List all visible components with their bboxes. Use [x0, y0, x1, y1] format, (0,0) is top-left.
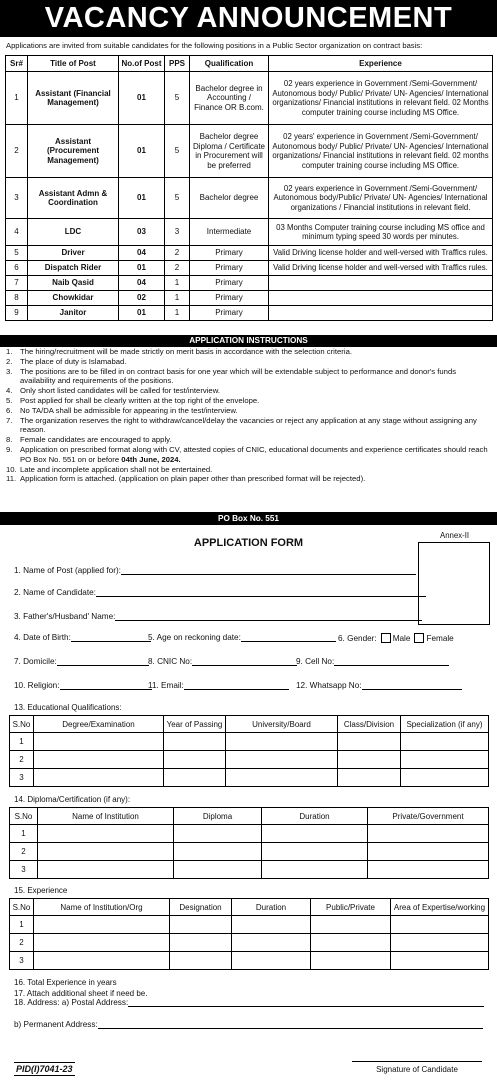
- cell-sr: 8: [6, 291, 28, 306]
- list-item: 9. Application on prescribed format along with CV, attested copies of CNIC, educational documents and experience certificates should reach PO Box No. 551 on or before 04th June, 2024.: [6, 444, 488, 464]
- cell-posts: 02: [119, 291, 165, 306]
- deadline-date: 04th June, 2024.: [121, 454, 181, 464]
- table-row: [6, 261, 493, 276]
- cell-qualification: Bachelor degree Diploma / Certificate in Procurement will be preferred: [190, 125, 269, 178]
- table-row[interactable]: 3: [10, 769, 489, 787]
- page-title: VACANCY ANNOUNCEMENT: [44, 2, 453, 34]
- diploma-table: [9, 807, 489, 879]
- experience-label: 15. Experience: [14, 886, 68, 895]
- cell-posts: 01: [119, 178, 165, 219]
- intro-text: Applications are invited from suitable candidates for the following positions in a Public Sector organization on contract basis:: [6, 41, 423, 50]
- table-row[interactable]: 1: [10, 733, 489, 751]
- cell-qualification: Bachelor degree: [190, 178, 269, 219]
- cell-qualification: Primary: [190, 261, 269, 276]
- list-item: 1. The hiring/recruitment will be made strictly on merit basis in accordance with the selection criteria.: [6, 347, 352, 356]
- cell-qualification: Primary: [190, 291, 269, 306]
- female-checkbox[interactable]: [414, 633, 424, 643]
- cell-posts: 01: [119, 125, 165, 178]
- table-row[interactable]: 1: [10, 916, 489, 934]
- cell-pps: 3: [165, 219, 190, 246]
- field-religion[interactable]: 10. Religion:: [14, 681, 152, 690]
- field-dob[interactable]: 4. Date of Birth:: [14, 633, 151, 642]
- field-father[interactable]: 3. Father's/Husband' Name:: [14, 612, 422, 621]
- diploma-label: 14. Diploma/Certification (if any):: [14, 795, 131, 804]
- instructions-list: [6, 347, 492, 484]
- form-title: APPLICATION FORM: [193, 537, 304, 549]
- po-box-banner: PO Box No. 551: [0, 512, 497, 525]
- instructions-heading: APPLICATION INSTRUCTIONS: [0, 335, 497, 347]
- cell-title: Assistant Admn & Coordination: [28, 178, 119, 219]
- cell-title: Chowkidar: [28, 291, 119, 306]
- cell-pps: 5: [165, 178, 190, 219]
- col-experience: Experience: [269, 56, 493, 72]
- cell-experience: Valid Driving license holder and well-versed with Traffics rules.: [269, 246, 493, 261]
- pid-number: PID(I)7041-23: [16, 1064, 73, 1074]
- table-header-row: S.No Degree/Examination Year of Passing University/Board Class/Division Specialization (if any): [10, 716, 489, 733]
- title-banner: [0, 0, 497, 37]
- table-header-row: S.No Name of Institution/Org Designation Duration Public/Private Area of Expertise/working: [10, 899, 489, 916]
- table-row: [6, 276, 493, 291]
- total-experience-label: 16. Total Experience in years: [14, 978, 117, 987]
- list-item: 7. The organization reserves the right to withdraw/cancel/delay the vacancies or reject any application at any stage without assigning any reason.: [6, 415, 477, 435]
- field-cell[interactable]: 9. Cell No:: [296, 657, 449, 666]
- list-item: 8. Female candidates are encouraged to apply.: [6, 435, 172, 445]
- table-row: [6, 219, 493, 246]
- field-whatsapp[interactable]: 12. Whatsapp No:: [296, 681, 462, 690]
- cell-experience: [269, 276, 493, 291]
- table-row: [6, 291, 493, 306]
- cell-posts: 01: [119, 261, 165, 276]
- col-qualification: Qualification: [190, 56, 269, 72]
- cell-sr: 7: [6, 276, 28, 291]
- table-row[interactable]: 1: [10, 825, 489, 843]
- signature-label: Signature of Candidate: [376, 1065, 458, 1074]
- table-row: [6, 306, 493, 321]
- cell-posts: 04: [119, 276, 165, 291]
- cell-qualification: Primary: [190, 306, 269, 321]
- cell-experience: [269, 291, 493, 306]
- cell-sr: 4: [6, 219, 28, 246]
- cell-sr: 6: [6, 261, 28, 276]
- attach-sheet-note: 17. Attach additional sheet if need be.: [14, 989, 148, 998]
- cell-sr: 1: [6, 72, 28, 125]
- annex-label: Annex-II: [440, 531, 470, 540]
- cell-title: Assistant (Financial Management): [28, 72, 119, 125]
- field-post[interactable]: 1. Name of Post (applied for):: [14, 566, 416, 575]
- vacancy-table-header: [6, 56, 493, 72]
- cell-title: Naib Qasid: [28, 276, 119, 291]
- signature-line[interactable]: [352, 1061, 482, 1062]
- cell-title: Janitor: [28, 306, 119, 321]
- male-checkbox[interactable]: [381, 633, 391, 643]
- col-sr: Sr#: [6, 56, 28, 72]
- col-title: Title of Post: [28, 56, 119, 72]
- field-gender[interactable]: 6. Gender: Male Female: [338, 634, 454, 643]
- field-candidate[interactable]: 2. Name of Candidate:: [14, 588, 426, 597]
- field-domicile[interactable]: 7. Domicile:: [14, 657, 149, 666]
- cell-sr: 5: [6, 246, 28, 261]
- cell-qualification: Bachelor degree in Accounting / Finance OR B.com.: [190, 72, 269, 125]
- list-item: 5. Post applied for shall be clearly written at the top right of the envelope.: [6, 395, 260, 405]
- table-row[interactable]: 2: [10, 934, 489, 952]
- cell-sr: 2: [6, 125, 28, 178]
- cell-experience: 02 years' experience in Government /Semi-Government/ Autonomous body/ Public/ Private/ UN- Agencies/ International organizations/ Financial institutions in relevant field. 02 months computer training course including MS Office.: [269, 125, 493, 178]
- cell-pps: 5: [165, 125, 190, 178]
- photo-box[interactable]: [418, 542, 490, 625]
- vacancy-table: [5, 55, 493, 321]
- table-row[interactable]: 3: [10, 861, 489, 879]
- table-row: [6, 125, 493, 178]
- field-age[interactable]: 5. Age on reckoning date:: [148, 633, 336, 642]
- table-row: [6, 178, 493, 219]
- col-pps: PPS: [165, 56, 190, 72]
- cell-sr: 3: [6, 178, 28, 219]
- cell-title: Driver: [28, 246, 119, 261]
- education-label: 13. Educational Qualifications:: [14, 703, 122, 712]
- table-row: [6, 246, 493, 261]
- cell-experience: [269, 306, 493, 321]
- list-item: 3. The positions are to be filled in on contract basis for one year which will be extendable subject to performance and donor's funds availability and requirements of the positions.: [6, 366, 457, 386]
- cell-pps: 5: [165, 72, 190, 125]
- cell-pps: 2: [165, 261, 190, 276]
- table-row[interactable]: 2: [10, 751, 489, 769]
- cell-qualification: Intermediate: [190, 219, 269, 246]
- cell-posts: 01: [119, 72, 165, 125]
- cell-pps: 1: [165, 276, 190, 291]
- education-table: [9, 715, 489, 787]
- field-permanent-address[interactable]: b) Permanent Address:: [14, 1020, 483, 1029]
- cell-experience: 03 Months Computer training course including MS office and minimum typing speed 30 words per minutes.: [269, 219, 493, 246]
- cell-title: Dispatch Rider: [28, 261, 119, 276]
- table-row: [6, 72, 493, 125]
- list-item: 6. No TA/DA shall be admissible for appearing in the test/interview.: [6, 405, 238, 415]
- experience-table: [9, 898, 489, 970]
- cell-experience: 02 years experience in Government /Semi-Government/ Autonomous body/Public/ Private/ UN- Agencies/ International organizations / Financial institutions in relevant field.: [269, 178, 493, 219]
- table-header-row: S.No Name of Institution Diploma Duration Private/Government: [10, 808, 489, 825]
- cell-posts: 03: [119, 219, 165, 246]
- list-item: 2. The place of duty is Islamabad.: [6, 356, 127, 366]
- field-cnic[interactable]: 8. CNIC No:: [148, 657, 297, 666]
- cell-sr: 9: [6, 306, 28, 321]
- cell-experience: Valid Driving license holder and well-versed with Traffics rules.: [269, 261, 493, 276]
- field-postal-address[interactable]: 18. Address: a) Postal Address:: [14, 998, 484, 1007]
- cell-qualification: Primary: [190, 246, 269, 261]
- cell-posts: 04: [119, 246, 165, 261]
- cell-pps: 1: [165, 306, 190, 321]
- list-item: 11. Application form is attached. (application on plain paper other than prescribed format will be rejected).: [6, 474, 366, 484]
- table-row[interactable]: 3: [10, 952, 489, 970]
- cell-pps: 2: [165, 246, 190, 261]
- cell-posts: 01: [119, 306, 165, 321]
- cell-experience: 02 years experience in Government /Semi-Government/ Autonomous body/ Public/ Private/ UN- Agencies/ International organizations/ Financial institutions in relevant field. 02 Months computer training course including MS Office.: [269, 72, 493, 125]
- table-row[interactable]: 2: [10, 843, 489, 861]
- cell-pps: 1: [165, 291, 190, 306]
- col-posts: No.of Post: [119, 56, 165, 72]
- list-item: 4. Only short listed candidates will be called for test/interview.: [6, 386, 220, 396]
- cell-title: LDC: [28, 219, 119, 246]
- list-item: 10. Late and incomplete application shall not be entertained.: [6, 464, 213, 474]
- field-email[interactable]: 11. Email:: [148, 681, 289, 690]
- cell-title: Assistant (Procurement Management): [28, 125, 119, 178]
- cell-qualification: Primary: [190, 276, 269, 291]
